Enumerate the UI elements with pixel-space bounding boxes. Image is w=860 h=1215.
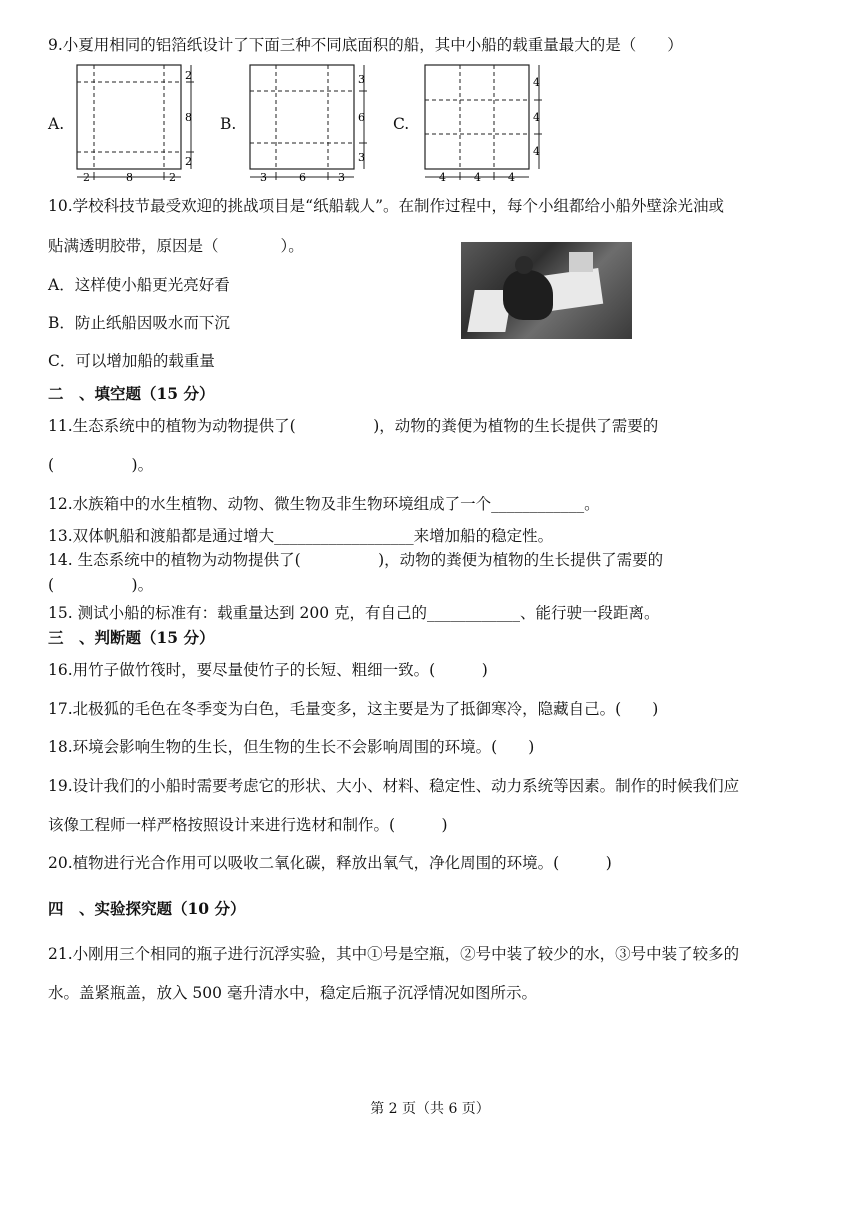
q10-option-b: B．防止纸船因吸水而下沉 [48, 314, 230, 332]
section2-title: 二 、填空题（15 分） [48, 384, 215, 403]
section4-title: 四 、实验探究题（10 分） [48, 899, 246, 918]
q9-figure-b [247, 63, 369, 181]
fig-c-bottom-label-3: 4 [508, 171, 515, 181]
fig-a-bottom-label-1: 2 [83, 171, 90, 181]
q9-stem: 9.小夏用相同的铝箔纸设计了下面三种不同底面积的船，其中小船的载重量最大的是（ ） [48, 36, 683, 54]
fig-a-right-label-3: 2 [185, 155, 192, 168]
section3-title: 三 、判断题（15 分） [48, 628, 215, 647]
fig-b-right-label-1: 3 [358, 73, 365, 86]
q19-line1: 19.设计我们的小船时需要考虑它的形状、大小、材料、稳定性、动力系统等因素。制作的时候我们应 [48, 777, 740, 795]
q16-text: 16.用竹子做竹筏时，要尽量使竹子的长短、粗细一致。( ) [48, 661, 488, 679]
fig-b-bottom-label-1: 3 [260, 171, 267, 181]
fig-b-bottom-label-3: 3 [338, 171, 345, 181]
q11-line2: ( )。 [48, 456, 154, 474]
q13-text: 13.双体帆船和渡船都是通过增大__________________来增加船的稳定性。 [48, 527, 554, 545]
q9-option-b-label: B. [220, 115, 237, 133]
fig-a-bottom-label-3: 2 [169, 171, 176, 181]
q11-line1: 11.生态系统中的植物为动物提供了( )，动物的粪便为植物的生长提供了需要的 [48, 417, 659, 435]
q15-text: 15. 测试小船的标准有：载重量达到 200 克，有自己的____________、能行驶一段距离。 [48, 604, 660, 622]
q21-line2: 水。盖紧瓶盖，放入 500 毫升清水中，稳定后瓶子沉浮情况如图所示。 [48, 984, 537, 1002]
q9-option-a-label: A. [48, 115, 65, 133]
q20-text: 20.植物进行光合作用可以吸收二氧化碳，释放出氧气，净化周围的环境。( ) [48, 854, 612, 872]
q10-stem-line1: 10.学校科技节最受欢迎的挑战项目是“纸船载人”。在制作过程中，每个小组都给小船外壁涂光油或 [48, 197, 725, 215]
fig-c-right-label-3: 4 [533, 145, 540, 158]
q10-stem-line2: 贴满透明胶带，原因是（ ）。 [48, 237, 304, 255]
q9-option-c-label: C. [393, 115, 410, 133]
q9-figure-c [422, 63, 544, 181]
fig-b-bottom-label-2: 6 [299, 171, 306, 181]
q9-figure-a [74, 63, 196, 181]
fig-a-right-label-1: 2 [185, 69, 192, 82]
fig-c-right-label-2: 4 [533, 111, 540, 124]
fig-c-right-label-1: 4 [533, 76, 540, 89]
page-footer: 第 2 页（共 6 页） [370, 1101, 490, 1117]
fig-a-right-label-2: 8 [185, 111, 192, 124]
q18-text: 18.环境会影响生物的生长，但生物的生长不会影响周围的环境。( ) [48, 738, 535, 756]
fig-c-bottom-label-1: 4 [439, 171, 446, 181]
q17-text: 17.北极狐的毛色在冬季变为白色，毛量变多，这主要是为了抵御寒冷，隐藏自己。( ) [48, 700, 659, 718]
q21-line1: 21.小刚用三个相同的瓶子进行沉浮实验，其中①号是空瓶，②号中装了较少的水，③号中装了较多的 [48, 945, 740, 963]
fig-c-bottom-label-2: 4 [474, 171, 481, 181]
q19-line2: 该像工程师一样严格按照设计来进行选材和制作。( ) [48, 816, 448, 834]
fig-b-right-label-3: 3 [358, 151, 365, 164]
fig-b-right-label-2: 6 [358, 111, 365, 124]
q10-paper-boat-photo [461, 242, 632, 339]
fig-a-bottom-label-2: 8 [126, 171, 133, 181]
q14-line2: ( )。 [48, 576, 154, 594]
q10-option-c: C．可以增加船的载重量 [48, 352, 215, 370]
q10-option-a: A．这样使小船更光亮好看 [48, 276, 230, 294]
q14-line1: 14. 生态系统中的植物为动物提供了( )，动物的粪便为植物的生长提供了需要的 [48, 551, 664, 569]
q12-text: 12.水族箱中的水生植物、动物、微生物及非生物环境组成了一个____________。 [48, 495, 600, 513]
